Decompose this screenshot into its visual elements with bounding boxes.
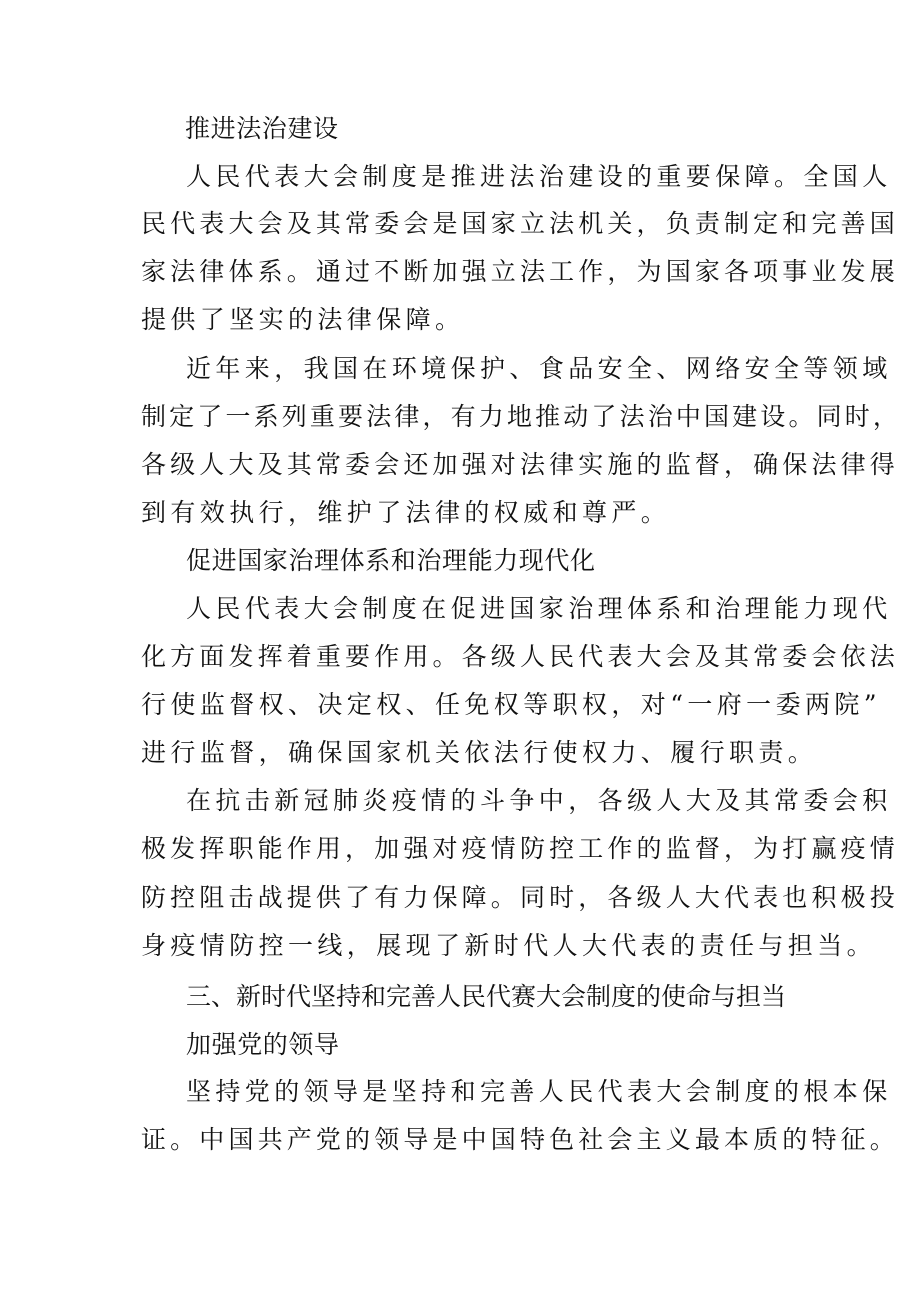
paragraph-line: 进行监督，确保国家机关依法行使权力、履行职责。 bbox=[141, 738, 818, 767]
paragraph-line: 坚持党的领导是坚持和完善人民代表大会制度的根本保 bbox=[186, 1077, 892, 1106]
section-heading: 三、新时代坚持和完善人民代赛大会制度的使命与担当 bbox=[186, 982, 787, 1011]
paragraph-line: 家法律体系。通过不断加强立法工作，为国家各项事业发展 bbox=[141, 257, 899, 286]
subheading-rule-of-law: 推进法治建设 bbox=[185, 114, 339, 143]
paragraph-line: 身疫情防控一线，展现了新时代人大代表的责任与担当。 bbox=[141, 931, 877, 960]
paragraph-line: 制定了一系列重要法律，有力地推动了法治中国建设。同时， bbox=[141, 402, 902, 431]
paragraph-line: 提供了坚实的法律保障。 bbox=[141, 305, 465, 334]
paragraph-line: 到有效执行，维护了法律的权威和尊严。 bbox=[141, 498, 671, 527]
paragraph-line: 人民代表大会制度是推进法治建设的重要保障。全国人 bbox=[186, 162, 892, 191]
paragraph-line: 民代表大会及其常委会是国家立法机关，负责制定和完善国 bbox=[141, 209, 899, 238]
paragraph-line: 近年来，我国在环境保护、食品安全、网络安全等领域 bbox=[186, 354, 892, 383]
subheading-party-leadership: 加强党的领导 bbox=[186, 1030, 340, 1059]
paragraph-line: 人民代表大会制度在促进国家治理体系和治理能力现代 bbox=[186, 594, 892, 623]
paragraph-line: 证。中国共产党的领导是中国特色社会主义最本质的特征。 bbox=[141, 1125, 899, 1154]
paragraph-line: 防控阻击战提供了有力保障。同时，各级人大代表也积极投 bbox=[141, 883, 899, 912]
paragraph-line: 极发挥职能作用，加强对疫情防控工作的监督，为打赢疫情 bbox=[141, 834, 899, 863]
subheading-governance: 促进国家治理体系和治理能力现代化 bbox=[186, 546, 596, 575]
paragraph-line: 行使监督权、决定权、任免权等职权，对“一府一委两院” bbox=[141, 690, 881, 719]
paragraph-line: 化方面发挥着重要作用。各级人民代表大会及其常委会依法 bbox=[141, 642, 899, 671]
paragraph-line: 各级人大及其常委会还加强对法律实施的监督，确保法律得 bbox=[141, 450, 899, 479]
paragraph-line: 在抗击新冠肺炎疫情的斗争中，各级人大及其常委会积 bbox=[186, 786, 892, 815]
